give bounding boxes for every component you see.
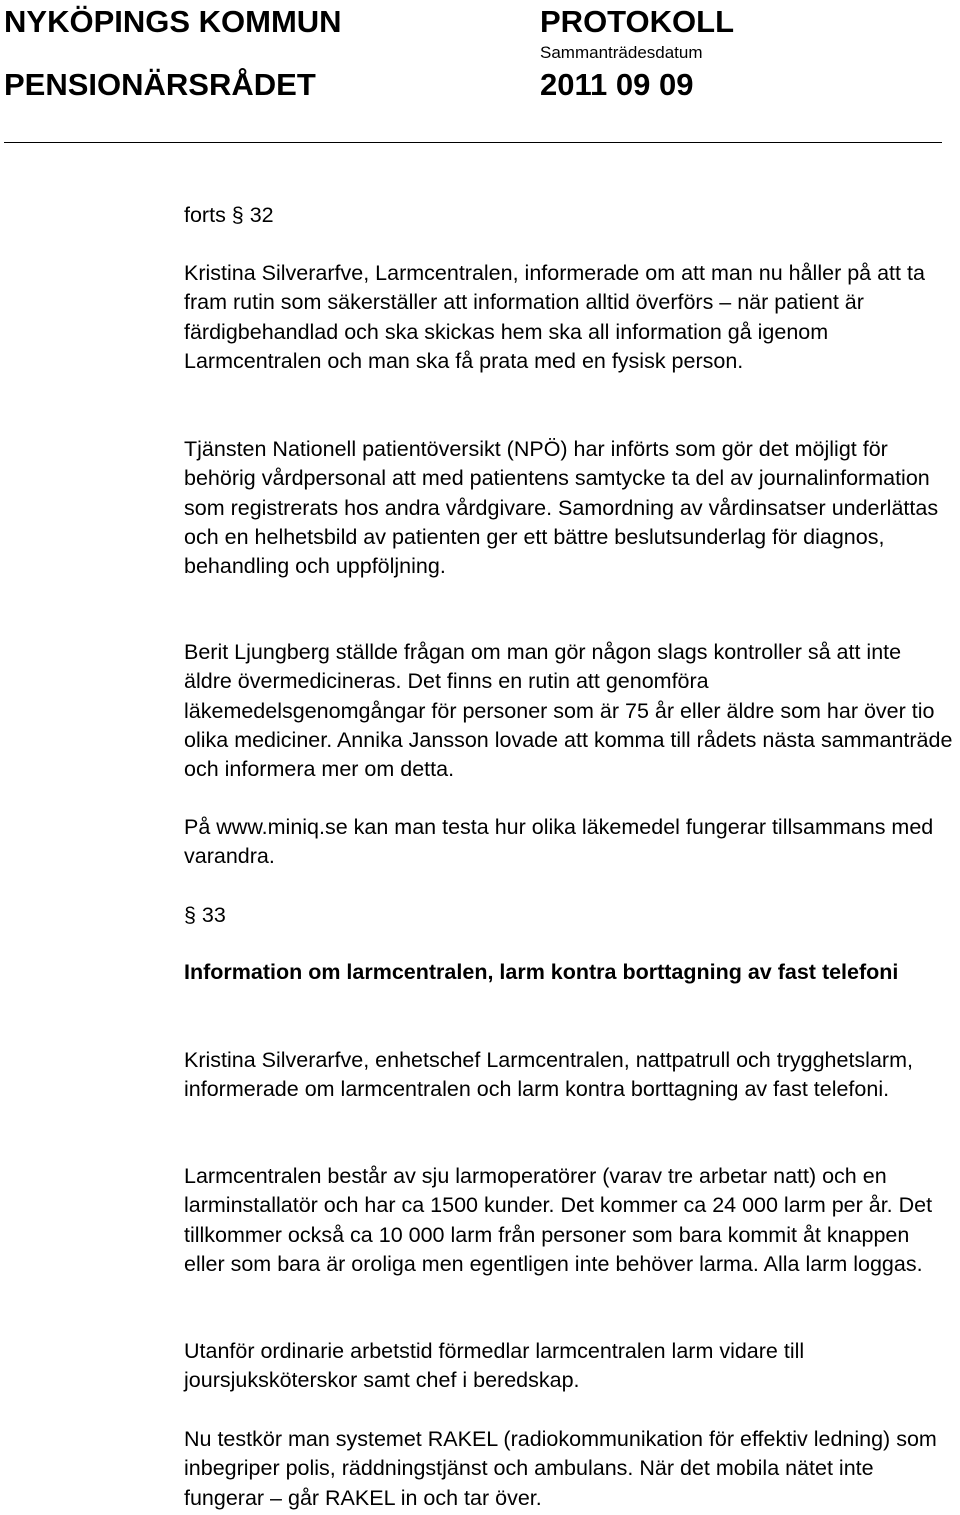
paragraph-medication-question: Berit Ljungberg ställde frågan om man gör någon slags kontroller så att inte äldre övermedicineras. Det finns en rutin att genomföra läkemedelsgenomgångar för personer som är 75 år eller äldre som har över tio olika mediciner. Annika Jansson lovade att komma till rådets nästa sammanträde och informera mer om detta. bbox=[184, 640, 953, 782]
meeting-date-label: Sammanträdesdatum bbox=[540, 43, 703, 62]
paragraph-rakel: Nu testkör man systemet RAKEL (radiokommunikation för effektiv ledning) som inbegriper polis, räddningstjänst och ambulans. När det mobila nätet inte fungerar – går RAKEL in och tar över. bbox=[184, 1427, 937, 1510]
paragraph-after-hours: Utanför ordinarie arbetstid förmedlar larmcentralen larm vidare till joursjuksköterskor samt chef i beredskap. bbox=[184, 1339, 805, 1393]
section-heading: Information om larmcentralen, larm kontra borttagning av fast telefoni bbox=[184, 960, 899, 984]
paragraph-routine-info: Kristina Silverarfve, Larmcentralen, informerade om att man nu håller på att ta fram rutin som säkerställer att information alltid överförs – när patient är färdigbehandlad och ska skickas hem ska all information gå igenom Larmcentralen och man ska få prata med en fysisk person. bbox=[184, 261, 925, 373]
paragraph-miniq-link: På www.miniq.se kan man testa hur olika läkemedel fungerar tillsammans med varandra. bbox=[184, 815, 934, 869]
document-type: PROTOKOLL bbox=[540, 4, 735, 39]
header-divider bbox=[4, 142, 942, 143]
meeting-date: 2011 09 09 bbox=[540, 67, 694, 102]
organization-name: NYKÖPINGS KOMMUN bbox=[4, 4, 342, 39]
paragraph-npo: Tjänsten Nationell patientöversikt (NPÖ) har införts som gör det möjligt för behörig vårdpersonal att med patientens samtycke ta del av journalinformation som registrerats hos andra vårdgivare. Samordning av vårdinsatser underlättas och en helhetsbild av patienten ger ett bättre beslutsunderlag för diagnos, behandling och uppföljning. bbox=[184, 437, 939, 579]
paragraph-larmcentral-intro: Kristina Silverarfve, enhetschef Larmcentralen, nattpatrull och trygghetslarm, informerade om larmcentralen och larm kontra borttagning av fast telefoni. bbox=[184, 1048, 913, 1102]
section-number: § 33 bbox=[184, 903, 226, 927]
paragraph-larmcentral-stats: Larmcentralen består av sju larmoperatörer (varav tre arbetar natt) och en larminstallatör och har ca 1500 kunder. Det kommer ca 24 000 larm per år. Det tillkommer också ca 10 000 larm från personer som bara kommit åt knappen eller som bara är oroliga men egentligen inte behöver larma. Alla larm loggas. bbox=[184, 1164, 933, 1276]
continuation-note: forts § 32 bbox=[184, 203, 274, 227]
council-name: PENSIONÄRSRÅDET bbox=[4, 67, 316, 102]
